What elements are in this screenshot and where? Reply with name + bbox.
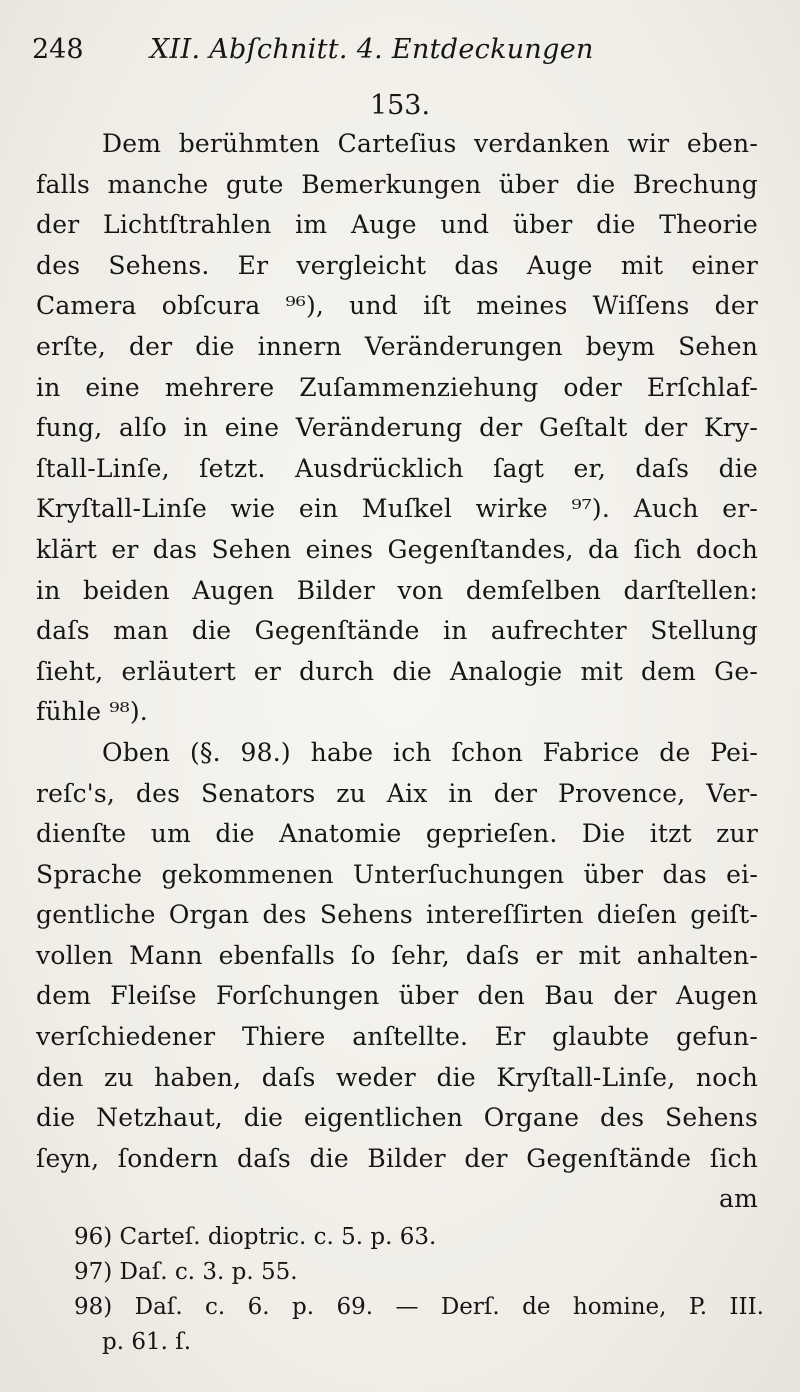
text-line: fühle ⁹⁸).: [36, 697, 148, 727]
footnote-98-continued: [74, 1325, 764, 1360]
text-line: ſieht, erläutert er durch die Analogie mit dem Ge-: [36, 656, 758, 686]
text-line: Kryſtall-Linſe wie ein Muſkel wirke ⁹⁷). Auch er-: [36, 494, 758, 524]
text-line: erſte, der die innern Veränderungen beym Sehen: [36, 331, 758, 361]
text-line: Oben (§. 98.) habe ich ſchon Fabrice de Pei-: [102, 737, 758, 767]
footnote-97: [74, 1255, 764, 1290]
text-line: den zu haben, daſs weder die Kryſtall-Linſe, noch: [36, 1062, 758, 1092]
text-line: die Netzhaut, die eigentlichen Organe des Sehens: [36, 1103, 758, 1133]
text-line: verſchiedener Thiere anſtellte. Er glaubte gefun-: [36, 1022, 758, 1052]
text-line: gentliche Organ des Sehens intereſſirten dieſen geiſt-: [36, 900, 758, 930]
text-line: dem Fleiſse Forſchungen über den Bau der Augen: [36, 981, 758, 1011]
page-header: [32, 30, 772, 70]
text-line: ſtall-Linſe, ſetzt. Ausdrücklich ſagt er, daſs die: [36, 453, 758, 483]
footnote-text: 96) Carteſ. dioptric. c. 5. p. 63.: [74, 1224, 437, 1250]
footnote-98: [74, 1290, 764, 1325]
text-line: fung, alſo in eine Veränderung der Geſtalt der Kry-: [36, 413, 758, 443]
text-line: daſs man die Gegenſtände in aufrechter Stellung: [36, 616, 758, 646]
text-line: falls manche gute Bemerkungen über die Brechung: [36, 169, 758, 199]
text-line: Sprache gekommenen Unterſuchungen über das ei-: [36, 859, 758, 889]
text-line: der Lichtſtrahlen im Auge und über die Theorie: [36, 210, 758, 240]
text-line: in beiden Augen Bilder von demſelben darſtellen:: [36, 575, 758, 605]
text-line: Dem berühmten Carteſius verdanken wir eben-: [102, 129, 758, 158]
text-line: in eine mehrere Zuſammenziehung oder Erſchlaf-: [36, 372, 758, 402]
text-line: Camera obſcura ⁹⁶), und iſt meines Wiſſens der: [36, 291, 758, 321]
text-line: dienſte um die Anatomie geprieſen. Die itzt zur: [36, 819, 758, 849]
body-text: [36, 124, 758, 1220]
footnotes: [74, 1220, 764, 1360]
text-line: vollen Mann ebenfalls ſo ſehr, daſs er mit anhalten-: [36, 940, 758, 970]
page-number: 248: [32, 34, 84, 65]
catchword: am: [718, 1184, 758, 1214]
text-line: ſeyn, ſondern daſs die Bilder der Gegenſtände ſich: [36, 1143, 758, 1173]
footnote-text: 98) Daſ. c. 6. p. 69. — Derſ. de homine, P. III.: [74, 1294, 764, 1320]
footnote-96: [74, 1220, 764, 1255]
section-number: 153.: [369, 90, 431, 121]
footnote-text: p. 61. ſ.: [102, 1329, 192, 1355]
text-line: reſc's, des Senators zu Aix in der Provence, Ver-: [36, 778, 758, 808]
text-line: des Sehens. Er vergleicht das Auge mit einer: [36, 250, 758, 280]
footnote-text: 97) Daſ. c. 3. p. 55.: [74, 1259, 298, 1285]
text-line: klärt er das Sehen eines Gegenſtandes, da ſich doch: [36, 534, 758, 564]
running-title: XII. Abſchnitt. 4. Entdeckungen: [150, 34, 594, 65]
